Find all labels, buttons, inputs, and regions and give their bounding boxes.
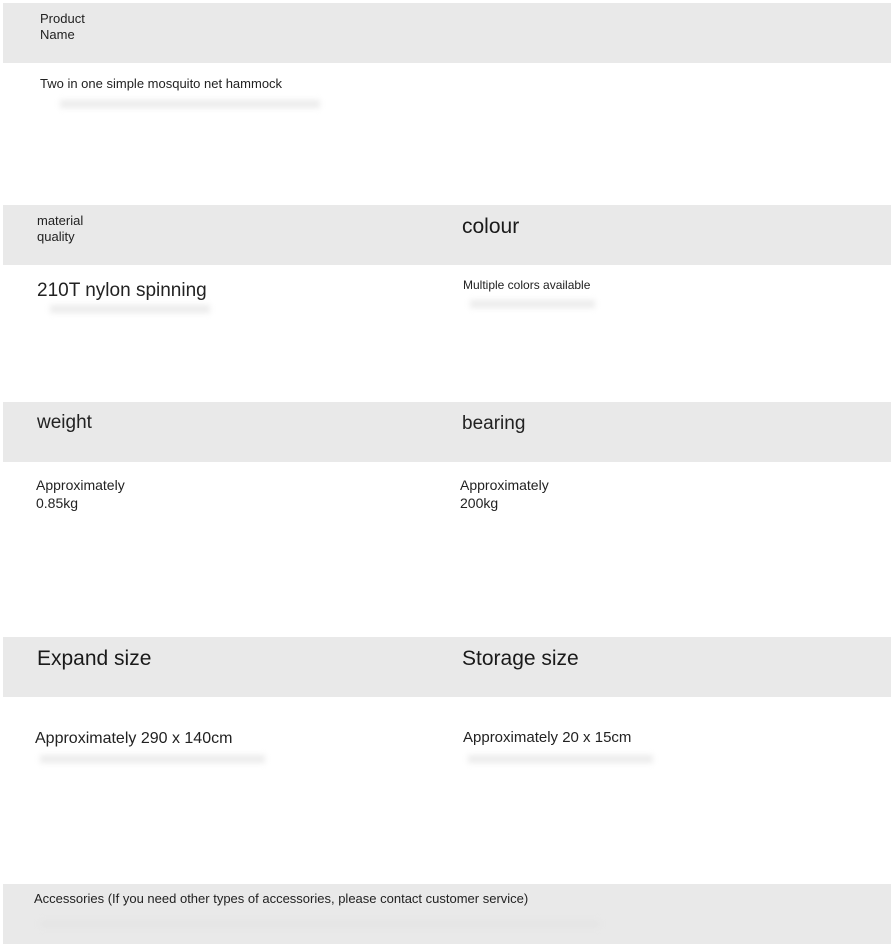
blur-decoration bbox=[40, 920, 600, 928]
blur-decoration bbox=[50, 305, 210, 313]
expand-size-label: Expand size bbox=[37, 647, 152, 670]
material-value: 210T nylon spinning bbox=[37, 280, 207, 301]
product-name-header bbox=[3, 3, 891, 63]
blur-decoration bbox=[40, 755, 265, 763]
material-label-line2: quality bbox=[37, 229, 75, 244]
storage-size-value: Approximately 20 x 15cm bbox=[463, 729, 632, 746]
product-name-label-line1: Product bbox=[40, 11, 85, 26]
expand-size-value: Approximately 290 x 140cm bbox=[35, 730, 233, 747]
blur-decoration bbox=[468, 755, 653, 763]
product-name-value: Two in one simple mosquito net hammock bbox=[40, 76, 283, 91]
blur-decoration bbox=[60, 100, 320, 108]
weight-value-line1: Approximately bbox=[36, 477, 125, 493]
material-label-line1: material bbox=[37, 213, 84, 228]
material-colour-header bbox=[3, 205, 891, 265]
colour-label: colour bbox=[462, 215, 520, 238]
bearing-value-line1: Approximately bbox=[460, 477, 549, 493]
blur-decoration bbox=[470, 300, 595, 308]
colour-value: Multiple colors available bbox=[463, 278, 591, 292]
weight-bearing-header bbox=[3, 402, 891, 462]
weight-label: weight bbox=[37, 412, 92, 433]
bearing-value-line2: 200kg bbox=[460, 495, 499, 511]
weight-value-line2: 0.85kg bbox=[36, 495, 79, 511]
product-name-label-line2: Name bbox=[40, 27, 75, 42]
storage-size-label: Storage size bbox=[462, 647, 579, 670]
bearing-label: bearing bbox=[462, 413, 526, 434]
accessories-label: Accessories (If you need other types of accessories, please contact customer service) bbox=[34, 891, 529, 906]
